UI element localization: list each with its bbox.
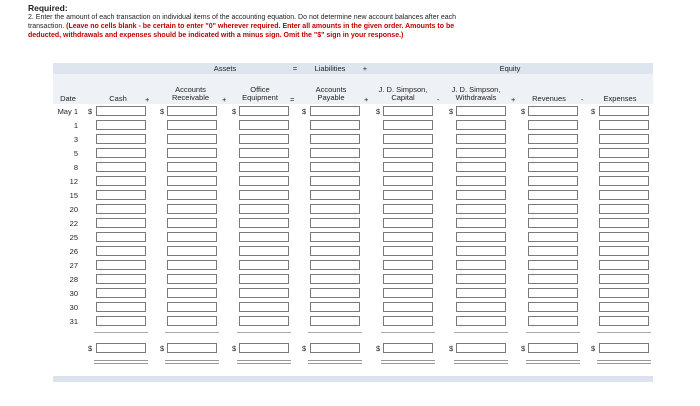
total-double-rule <box>165 360 219 364</box>
instruction-warning: (Leave no cells blank - be certain to enter "0" wherever required. Enter all amounts in the given order. Amounts to be deducted, withdrawals and expenses should be indicated with a minus sign. Omit the "$" sign in your response.) <box>28 23 455 39</box>
total-double-rule <box>526 360 580 364</box>
revenues-input[interactable] <box>528 232 578 242</box>
withdrawals-input[interactable] <box>456 260 506 270</box>
expenses-input[interactable] <box>599 274 649 284</box>
revenues-input[interactable] <box>528 288 578 298</box>
withdrawals-input[interactable] <box>456 148 506 158</box>
withdrawals-header-line1: J. D. Simpson, <box>451 85 501 94</box>
date-label: 3 <box>73 135 78 144</box>
dollar-sign: $ <box>160 107 165 116</box>
total-double-rule <box>94 360 148 364</box>
cash-input[interactable] <box>96 204 146 214</box>
required-heading: Required: <box>28 3 68 13</box>
cash-input[interactable] <box>96 274 146 284</box>
liabilities-section-label: Liabilities <box>314 64 346 73</box>
cash-total-input[interactable] <box>96 343 146 353</box>
office-equipment-input[interactable] <box>239 288 289 298</box>
table-footer-bar <box>53 376 653 382</box>
withdrawals-input[interactable] <box>456 106 506 116</box>
cash-input[interactable] <box>96 288 146 298</box>
date-label: 30 <box>69 289 78 298</box>
dollar-sign: $ <box>591 107 596 116</box>
capital-input[interactable] <box>383 302 433 312</box>
revenues-input[interactable] <box>528 190 578 200</box>
office-equipment-input[interactable] <box>239 260 289 270</box>
date-label: May 1 <box>57 107 78 116</box>
date-label: 31 <box>69 317 78 326</box>
capital-input[interactable] <box>383 232 433 242</box>
capital-input[interactable] <box>383 204 433 214</box>
cash-input[interactable] <box>96 302 146 312</box>
capital-input[interactable] <box>383 134 433 144</box>
subtotal-rule <box>381 332 435 333</box>
office-equipment-input[interactable] <box>239 134 289 144</box>
revenues-input[interactable] <box>528 176 578 186</box>
revenues-header: Revenues <box>532 94 566 103</box>
accounts-payable-input[interactable] <box>310 218 360 228</box>
op-plus-2: + <box>222 95 227 104</box>
ar-header-line1: Accounts <box>175 85 206 94</box>
dollar-sign: $ <box>88 344 93 353</box>
expenses-input[interactable] <box>599 190 649 200</box>
accounts-payable-input[interactable] <box>310 274 360 284</box>
revenues-total-input[interactable] <box>528 343 578 353</box>
cash-header: Cash <box>109 94 127 103</box>
cash-input[interactable] <box>96 148 146 158</box>
capital-input[interactable] <box>383 274 433 284</box>
date-label: 8 <box>73 163 78 172</box>
accounts-receivable-input[interactable] <box>167 120 217 130</box>
date-label: 20 <box>69 205 78 214</box>
withdrawals-input[interactable] <box>456 246 506 256</box>
dollar-sign: $ <box>232 107 237 116</box>
office-equipment-total-input[interactable] <box>239 343 289 353</box>
revenues-input[interactable] <box>528 162 578 172</box>
capital-input[interactable] <box>383 106 433 116</box>
office-equipment-input[interactable] <box>239 302 289 312</box>
capital-input[interactable] <box>383 260 433 270</box>
accounts-payable-input[interactable] <box>310 246 360 256</box>
date-label: 25 <box>69 233 78 242</box>
op-plus-1: + <box>145 95 150 104</box>
op-equals: = <box>290 95 295 104</box>
accounts-payable-input[interactable] <box>310 190 360 200</box>
ap-header-line2: Payable <box>317 93 345 102</box>
withdrawals-input[interactable] <box>456 120 506 130</box>
withdrawals-input[interactable] <box>456 218 506 228</box>
accounts-payable-input[interactable] <box>310 316 360 326</box>
accounts-receivable-input[interactable] <box>167 148 217 158</box>
expenses-input[interactable] <box>599 302 649 312</box>
expenses-input[interactable] <box>599 204 649 214</box>
subtotal-rule <box>454 332 508 333</box>
office-equipment-input[interactable] <box>239 204 289 214</box>
accounts-receivable-input[interactable] <box>167 316 217 326</box>
expenses-input[interactable] <box>599 316 649 326</box>
subtotal-rule <box>237 332 291 333</box>
capital-total-input[interactable] <box>383 343 433 353</box>
subtotal-rule <box>165 332 219 333</box>
office-equipment-input[interactable] <box>239 316 289 326</box>
ap-header-line1: Accounts <box>315 85 347 94</box>
revenues-input[interactable] <box>528 204 578 214</box>
cash-input[interactable] <box>96 246 146 256</box>
accounts-receivable-input[interactable] <box>167 232 217 242</box>
accounts-payable-input[interactable] <box>310 204 360 214</box>
op-minus-2: - <box>581 95 584 104</box>
expenses-input[interactable] <box>599 260 649 270</box>
revenues-input[interactable] <box>528 134 578 144</box>
capital-input[interactable] <box>383 316 433 326</box>
date-label: 27 <box>69 261 78 270</box>
total-double-rule <box>237 360 291 364</box>
office-equipment-input[interactable] <box>239 106 289 116</box>
accounts-payable-input[interactable] <box>310 120 360 130</box>
accounts-receivable-input[interactable] <box>167 204 217 214</box>
office-equipment-input[interactable] <box>239 120 289 130</box>
accounts-payable-input[interactable] <box>310 162 360 172</box>
dollar-sign: $ <box>449 344 454 353</box>
dollar-sign: $ <box>302 344 307 353</box>
accounts-receivable-total-input[interactable] <box>167 343 217 353</box>
oe-header-line1: Office <box>250 85 270 94</box>
withdrawals-input[interactable] <box>456 176 506 186</box>
accounts-payable-input[interactable] <box>310 106 360 116</box>
oe-header-line2: Equipment <box>242 93 278 102</box>
expenses-input[interactable] <box>599 288 649 298</box>
expenses-input[interactable] <box>599 246 649 256</box>
office-equipment-input[interactable] <box>239 148 289 158</box>
accounts-receivable-input[interactable] <box>167 218 217 228</box>
dollar-sign: $ <box>376 344 381 353</box>
capital-input[interactable] <box>383 288 433 298</box>
withdrawals-input[interactable] <box>456 302 506 312</box>
revenues-input[interactable] <box>528 120 578 130</box>
accounts-payable-input[interactable] <box>310 288 360 298</box>
expenses-total-input[interactable] <box>599 343 649 353</box>
accounts-receivable-input[interactable] <box>167 134 217 144</box>
cash-input[interactable] <box>96 232 146 242</box>
cash-input[interactable] <box>96 162 146 172</box>
op-plus-4: + <box>511 95 516 104</box>
total-double-rule <box>454 360 508 364</box>
cash-input[interactable] <box>96 316 146 326</box>
capital-input[interactable] <box>383 148 433 158</box>
instruction-text: 2. Enter the amount of each transaction on individual items of the accounting equation. Do not determine new account balances after each transaction. <box>28 14 457 30</box>
office-equipment-input[interactable] <box>239 218 289 228</box>
accounts-receivable-input[interactable] <box>167 260 217 270</box>
accounts-payable-input[interactable] <box>310 232 360 242</box>
section-equals-sign: = <box>292 64 298 73</box>
accounts-receivable-input[interactable] <box>167 176 217 186</box>
expenses-input[interactable] <box>599 176 649 186</box>
office-equipment-input[interactable] <box>239 176 289 186</box>
date-label: 28 <box>69 275 78 284</box>
subtotal-rule <box>526 332 580 333</box>
office-equipment-input[interactable] <box>239 190 289 200</box>
instructions <box>28 13 468 40</box>
capital-input[interactable] <box>383 190 433 200</box>
withdrawals-input[interactable] <box>456 190 506 200</box>
expenses-input[interactable] <box>599 232 649 242</box>
date-label: 30 <box>69 303 78 312</box>
capital-input[interactable] <box>383 246 433 256</box>
subtotal-rule <box>597 332 651 333</box>
revenues-input[interactable] <box>528 274 578 284</box>
cash-input[interactable] <box>96 106 146 116</box>
op-minus-1: - <box>437 95 440 104</box>
assets-section-label: Assets <box>213 64 237 73</box>
dollar-sign: $ <box>232 344 237 353</box>
total-double-rule <box>308 360 362 364</box>
cash-input[interactable] <box>96 260 146 270</box>
op-plus-3: + <box>364 95 369 104</box>
capital-header <box>370 86 436 102</box>
accounts-receivable-header <box>163 86 218 102</box>
withdrawals-input[interactable] <box>456 134 506 144</box>
office-equipment-input[interactable] <box>239 232 289 242</box>
withdrawals-input[interactable] <box>456 288 506 298</box>
cash-input[interactable] <box>96 218 146 228</box>
accounts-receivable-input[interactable] <box>167 162 217 172</box>
capital-input[interactable] <box>383 218 433 228</box>
revenues-input[interactable] <box>528 148 578 158</box>
capital-input[interactable] <box>383 176 433 186</box>
expenses-input[interactable] <box>599 218 649 228</box>
withdrawals-header <box>444 86 508 102</box>
accounts-receivable-input[interactable] <box>167 106 217 116</box>
withdrawals-input[interactable] <box>456 274 506 284</box>
revenues-input[interactable] <box>528 316 578 326</box>
date-label: 22 <box>69 219 78 228</box>
office-equipment-input[interactable] <box>239 162 289 172</box>
total-double-rule <box>597 360 651 364</box>
revenues-input[interactable] <box>528 106 578 116</box>
accounts-receivable-input[interactable] <box>167 246 217 256</box>
capital-input[interactable] <box>383 120 433 130</box>
accounts-receivable-input[interactable] <box>167 288 217 298</box>
revenues-input[interactable] <box>528 260 578 270</box>
withdrawals-input[interactable] <box>456 232 506 242</box>
accounts-payable-header <box>306 86 356 102</box>
accounts-receivable-input[interactable] <box>167 274 217 284</box>
accounts-payable-input[interactable] <box>310 134 360 144</box>
date-label: 5 <box>73 149 78 158</box>
accounts-payable-total-input[interactable] <box>310 343 360 353</box>
withdrawals-total-input[interactable] <box>456 343 506 353</box>
office-equipment-input[interactable] <box>239 246 289 256</box>
accounts-payable-input[interactable] <box>310 148 360 158</box>
subtotal-rule <box>308 332 362 333</box>
accounts-payable-input[interactable] <box>310 176 360 186</box>
total-double-rule <box>381 360 435 364</box>
subtotal-rule <box>94 332 148 333</box>
cash-input[interactable] <box>96 120 146 130</box>
ar-header-line2: Receivable <box>171 93 210 102</box>
expenses-header: Expenses <box>603 94 637 103</box>
revenues-input[interactable] <box>528 246 578 256</box>
withdrawals-input[interactable] <box>456 204 506 214</box>
withdrawals-header-line2: Withdrawals <box>455 93 497 102</box>
withdrawals-input[interactable] <box>456 316 506 326</box>
cash-input[interactable] <box>96 190 146 200</box>
capital-header-line2: Capital <box>391 93 415 102</box>
date-header: Date <box>60 94 76 103</box>
dollar-sign: $ <box>160 344 165 353</box>
office-equipment-header <box>235 86 285 102</box>
dollar-sign: $ <box>591 344 596 353</box>
expenses-input[interactable] <box>599 148 649 158</box>
revenues-input[interactable] <box>528 302 578 312</box>
equity-section-label: Equity <box>499 64 521 73</box>
dollar-sign: $ <box>302 107 307 116</box>
date-label: 26 <box>69 247 78 256</box>
cash-input[interactable] <box>96 134 146 144</box>
expenses-input[interactable] <box>599 162 649 172</box>
dollar-sign: $ <box>521 107 526 116</box>
expenses-input[interactable] <box>599 106 649 116</box>
capital-header-line1: J. D. Simpson, <box>378 85 428 94</box>
capital-input[interactable] <box>383 162 433 172</box>
revenues-input[interactable] <box>528 218 578 228</box>
dollar-sign: $ <box>88 107 93 116</box>
expenses-input[interactable] <box>599 134 649 144</box>
date-label: 12 <box>69 177 78 186</box>
accounts-receivable-input[interactable] <box>167 190 217 200</box>
dollar-sign: $ <box>449 107 454 116</box>
cash-input[interactable] <box>96 176 146 186</box>
dollar-sign: $ <box>521 344 526 353</box>
date-label: 15 <box>69 191 78 200</box>
accounts-payable-input[interactable] <box>310 260 360 270</box>
section-plus-sign: + <box>362 64 368 73</box>
accounts-receivable-input[interactable] <box>167 302 217 312</box>
date-label: 1 <box>73 121 78 130</box>
dollar-sign: $ <box>376 107 381 116</box>
accounts-payable-input[interactable] <box>310 302 360 312</box>
withdrawals-input[interactable] <box>456 162 506 172</box>
office-equipment-input[interactable] <box>239 274 289 284</box>
expenses-input[interactable] <box>599 120 649 130</box>
